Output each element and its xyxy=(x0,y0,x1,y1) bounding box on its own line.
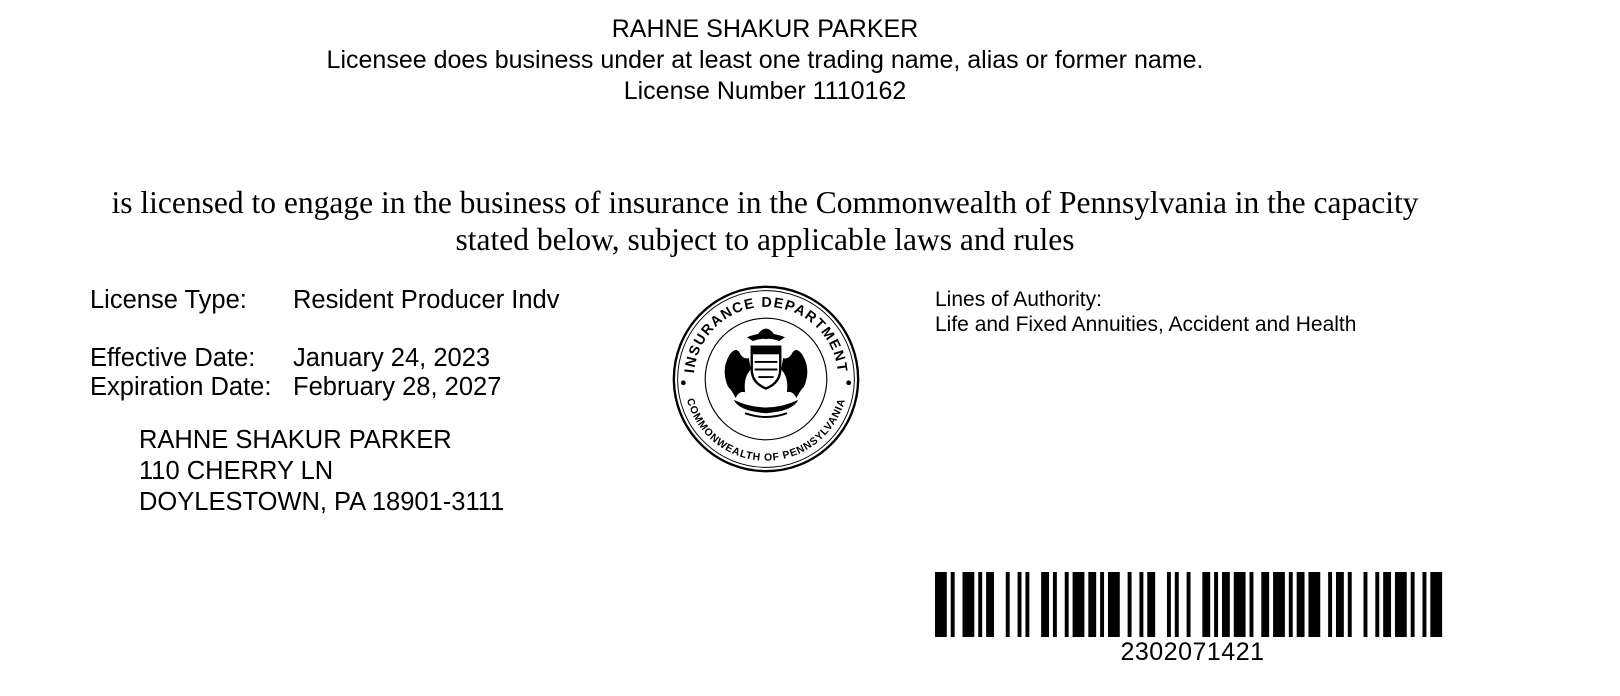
barcode-bar xyxy=(1250,572,1254,637)
lines-of-authority xyxy=(935,287,1356,337)
barcode-bar xyxy=(1073,572,1085,637)
expiration-date-label: Expiration Date: xyxy=(90,373,272,401)
statement-line-1: is licensed to engage in the business of insurance in the Commonwealth of Pennsylvania in the capacity xyxy=(111,185,1419,220)
license-type-value: Resident Producer Indv xyxy=(293,286,560,314)
address-street: 110 CHERRY LN xyxy=(139,457,334,485)
barcode-bar xyxy=(1289,572,1293,637)
barcode-bar xyxy=(1088,572,1096,637)
license-number: License Number 1110162 xyxy=(623,77,907,105)
statement-line-2: stated below, subject to applicable laws and rules xyxy=(455,222,1075,257)
barcode-bar xyxy=(1108,572,1120,637)
seal-bottom-text: COMMONWEALTH OF PENNSYLVANIA xyxy=(683,397,849,464)
barcode-bar xyxy=(1187,572,1191,637)
certificate-header xyxy=(0,14,1530,107)
barcode-bar xyxy=(1273,572,1285,637)
expiration-date-row xyxy=(90,373,501,402)
effective-date-label: Effective Date: xyxy=(90,344,256,372)
effective-date-row xyxy=(90,344,490,373)
barcode-bar xyxy=(1006,572,1010,637)
barcode-bar xyxy=(1175,572,1179,637)
expiration-date-value: February 28, 2027 xyxy=(293,373,502,401)
barcode-bar xyxy=(1147,572,1155,637)
barcode-bar xyxy=(963,572,975,637)
barcode-bar xyxy=(1328,572,1332,637)
barcode-bar xyxy=(1167,572,1171,637)
barcode-bar xyxy=(978,572,982,637)
seal-top-text: INSURANCE DEPARTMENT xyxy=(682,294,851,374)
barcode-bar xyxy=(1297,572,1305,637)
barcode-bar xyxy=(1222,572,1230,637)
coat-of-arms-emblem xyxy=(725,329,808,417)
barcode-bar xyxy=(1383,572,1391,637)
barcode-bar xyxy=(1308,572,1320,637)
barcode-bar xyxy=(1234,572,1246,637)
barcode-bar xyxy=(1261,572,1269,637)
barcode-bar xyxy=(1214,572,1218,637)
alias-notice: Licensee does business under at least one trading name, alias or former name. xyxy=(326,46,1204,74)
license-type-label: License Type: xyxy=(90,286,247,314)
barcode-bar xyxy=(1422,572,1426,637)
barcode-bar xyxy=(951,572,955,637)
mailing-address xyxy=(139,425,504,518)
barcode-bar xyxy=(1128,572,1132,637)
barcode-bar xyxy=(1202,572,1210,637)
barcode-bar xyxy=(1053,572,1057,637)
address-name: RAHNE SHAKUR PARKER xyxy=(139,426,452,454)
effective-date-value: January 24, 2023 xyxy=(293,344,491,372)
license-type-row xyxy=(90,286,559,315)
barcode-bar xyxy=(1139,572,1143,637)
barcode-image xyxy=(935,572,1450,637)
insurance-department-seal xyxy=(671,284,861,474)
barcode-bar xyxy=(1336,572,1344,637)
barcode-bar xyxy=(1395,572,1407,637)
barcode-bar xyxy=(1065,572,1069,637)
barcode-number: 2302071421 xyxy=(1120,638,1265,666)
authority-lines: Life and Fixed Annuities, Accident and Health xyxy=(935,313,1357,336)
barcode-bar xyxy=(935,572,947,637)
barcode-bar xyxy=(986,572,994,637)
barcode-bar xyxy=(1041,572,1049,637)
barcode-bar xyxy=(1430,572,1442,637)
license-statement xyxy=(0,184,1530,258)
barcode-bar xyxy=(1348,572,1352,637)
barcode-bar xyxy=(1100,572,1104,637)
barcode-bar xyxy=(1411,572,1415,637)
address-city-state-zip: DOYLESTOWN, PA 18901-3111 xyxy=(139,488,505,516)
barcode-bar xyxy=(1375,572,1379,637)
licensee-name: RAHNE SHAKUR PARKER xyxy=(611,15,919,43)
authority-label: Lines of Authority: xyxy=(935,288,1102,311)
barcode-bar xyxy=(1364,572,1368,637)
barcode-bar xyxy=(1025,572,1029,637)
barcode-bar xyxy=(1018,572,1022,637)
